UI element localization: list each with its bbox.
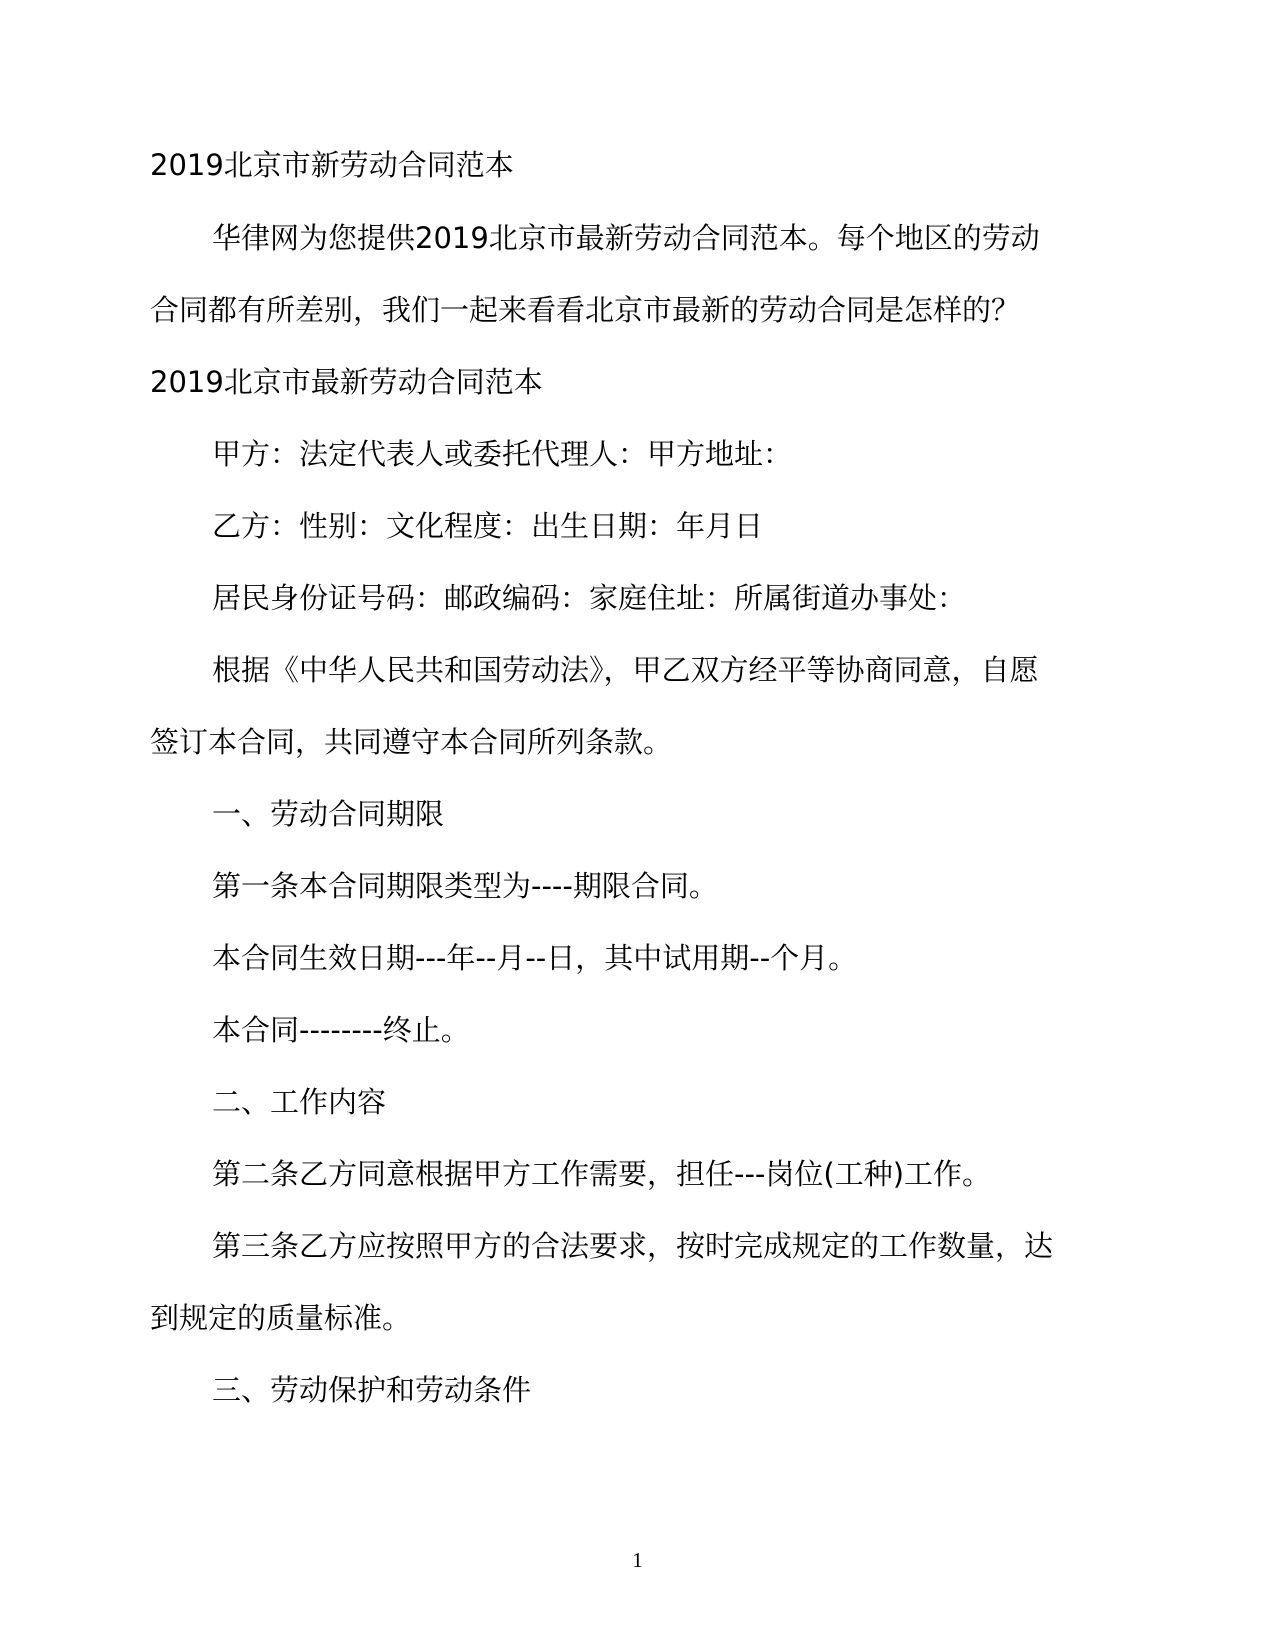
intro-paragraph-line-2: 合同都有所差别，我们一起来看看北京市最新的劳动合同是怎样的？ <box>150 293 1021 327</box>
intro-paragraph-line-1: 华律网为您提供2019北京市最新劳动合同范本。每个地区的劳动 <box>212 221 1040 255</box>
article-3-line-2: 到规定的质量标准。 <box>150 1301 412 1335</box>
article-3-line-1: 第三条乙方应按照甲方的合法要求，按时完成规定的工作数量，达 <box>212 1229 1054 1263</box>
party-b-details: 居民身份证号码：邮政编码：家庭住址：所属街道办事处： <box>212 581 967 615</box>
legal-basis-line-2: 签订本合同，共同遵守本合同所列条款。 <box>150 725 673 759</box>
section-heading-2: 二、工作内容 <box>212 1085 387 1119</box>
party-b-info: 乙方：性别：文化程度：出生日期：年月日 <box>212 509 764 543</box>
article-2: 第二条乙方同意根据甲方工作需要，担任---岗位(工种)工作。 <box>212 1157 992 1191</box>
party-a-info: 甲方：法定代表人或委托代理人：甲方地址： <box>212 437 793 471</box>
legal-basis-line-1: 根据《中华人民共和国劳动法》，甲乙双方经平等协商同意，自愿 <box>212 653 1039 687</box>
document-title: 2019北京市新劳动合同范本 <box>150 148 514 182</box>
effective-date: 本合同生效日期---年--月--日，其中试用期--个月。 <box>212 941 858 975</box>
section-title: 2019北京市最新劳动合同范本 <box>150 365 543 399</box>
page-number: 1 <box>632 1548 643 1572</box>
section-heading-1: 一、劳动合同期限 <box>212 797 445 831</box>
article-1: 第一条本合同期限类型为----期限合同。 <box>212 869 718 903</box>
section-heading-3: 三、劳动保护和劳动条件 <box>212 1373 532 1407</box>
termination: 本合同--------终止。 <box>212 1013 470 1047</box>
